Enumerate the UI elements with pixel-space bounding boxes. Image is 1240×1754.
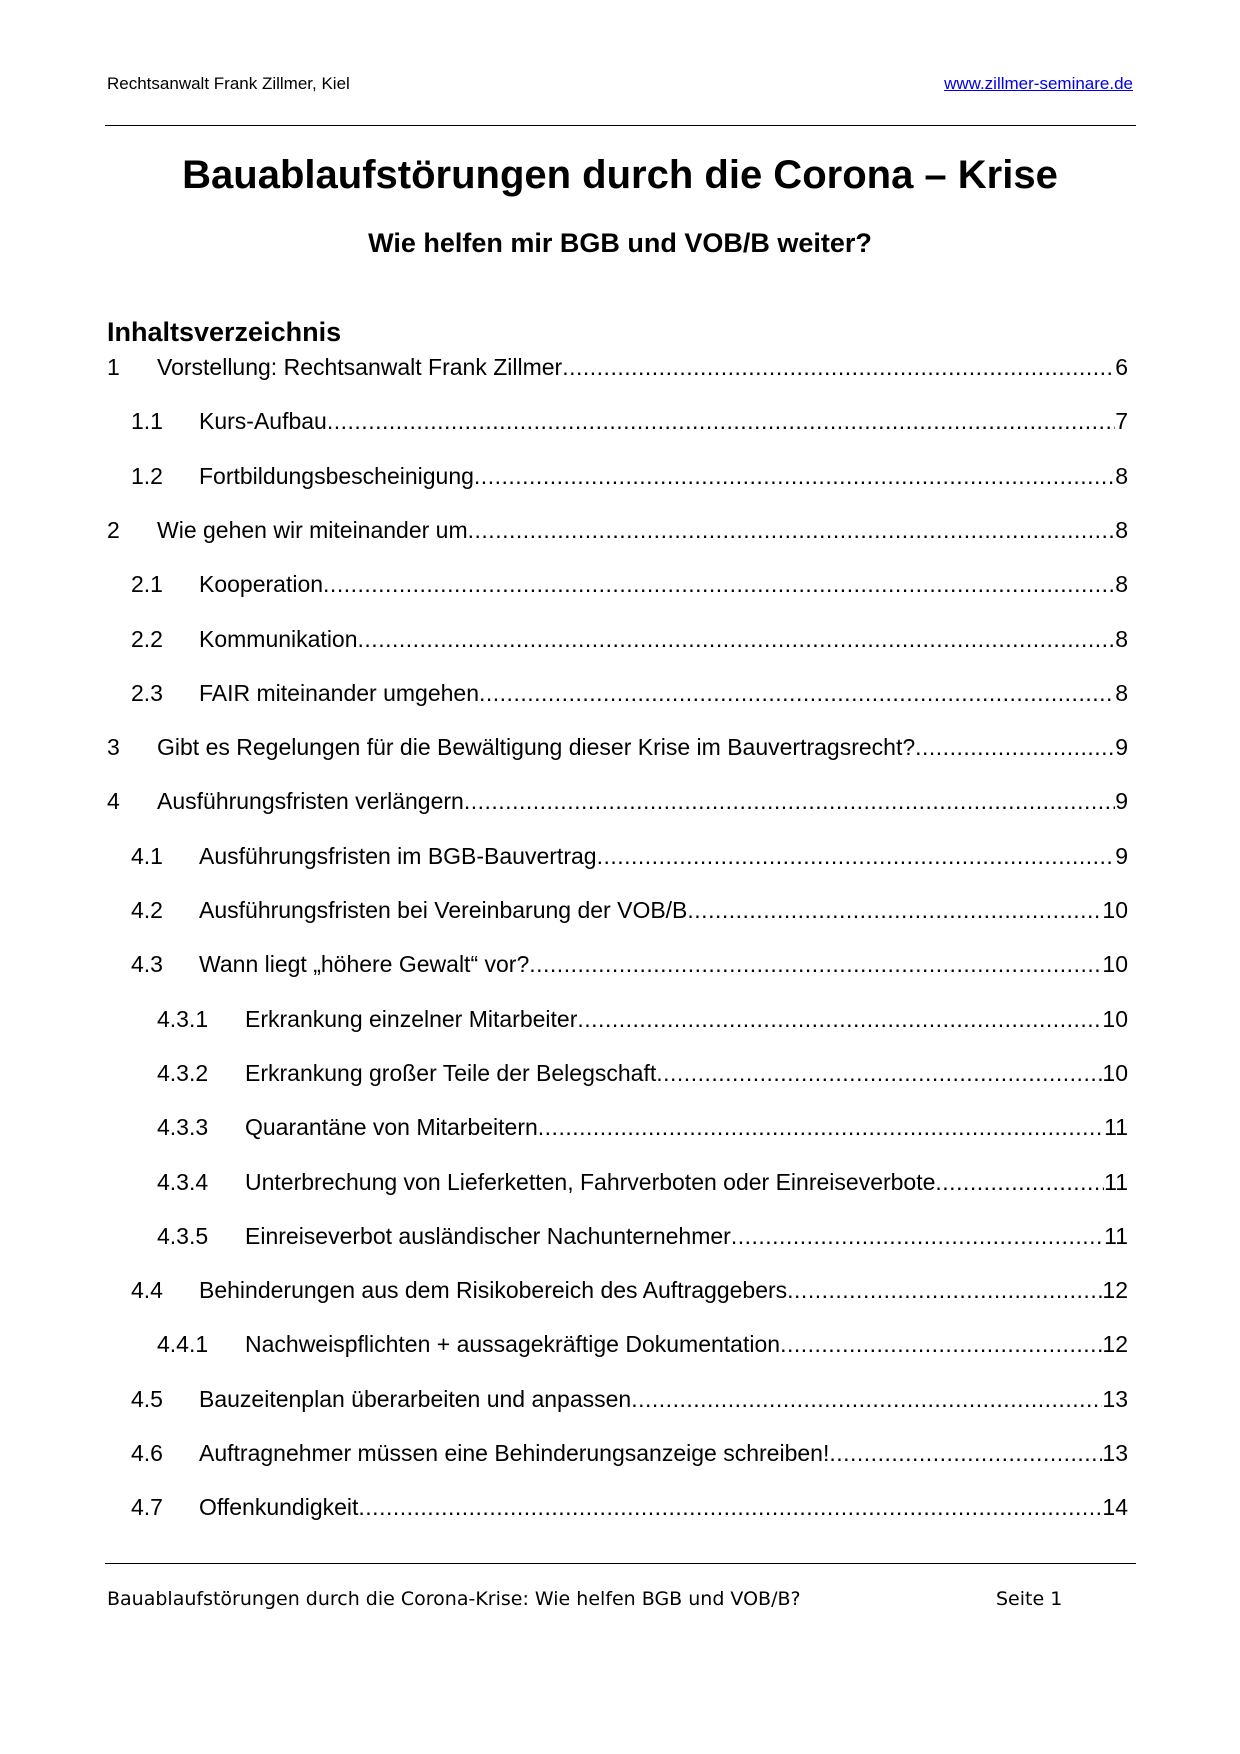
toc-entry-title: Offenkundigkeit xyxy=(199,1494,359,1521)
toc-dot-leader xyxy=(358,624,1116,654)
toc-entry-title: Wie gehen wir miteinander um xyxy=(157,516,468,543)
toc-entry-number: 4.3 xyxy=(131,951,163,978)
toc-entry[interactable] xyxy=(107,515,1128,545)
toc-entry-number: 4.3.3 xyxy=(157,1114,209,1141)
footer-divider xyxy=(105,1563,1136,1564)
toc-entry[interactable] xyxy=(131,406,1128,436)
toc-dot-leader xyxy=(780,1329,1102,1359)
toc-entry[interactable] xyxy=(157,1058,1128,1088)
toc-entry[interactable] xyxy=(131,949,1128,979)
toc-entry-number: 4.3.4 xyxy=(157,1168,209,1195)
toc-entry-page: 11 xyxy=(1104,1222,1128,1249)
toc-entry-page: 10 xyxy=(1102,897,1128,923)
toc-entry-number: 2.2 xyxy=(131,625,163,652)
toc-entry-title: Behinderungen aus dem Risikobereich des Auftraggebers xyxy=(199,1277,788,1304)
toc-dot-leader xyxy=(829,1438,1102,1468)
toc-entry-number: 1 xyxy=(107,354,120,380)
toc-entry-number: 2.3 xyxy=(131,679,163,706)
toc-entry-page: 9 xyxy=(1115,842,1128,869)
toc-entry-number: 4.3.2 xyxy=(157,1059,209,1086)
toc-entry[interactable] xyxy=(131,1384,1128,1414)
toc-dot-leader xyxy=(577,1004,1102,1034)
toc-entry[interactable] xyxy=(131,895,1128,925)
toc-entry[interactable] xyxy=(107,732,1128,762)
toc-entry-title: Quarantäne von Mitarbeitern xyxy=(245,1114,538,1141)
toc-entry-number: 4.6 xyxy=(131,1440,163,1466)
toc-dot-leader xyxy=(915,732,1115,762)
toc-entry-title: Unterbrechung von Lieferketten, Fahrverboten oder Einreiseverbote xyxy=(245,1168,936,1195)
toc-dot-leader xyxy=(529,949,1102,979)
toc-entry-title: Kurs-Aufbau xyxy=(199,408,327,435)
toc-dot-leader xyxy=(656,1058,1102,1088)
toc-entry-title: Ausführungsfristen bei Vereinbarung der VOB/B xyxy=(199,897,688,923)
toc-entry[interactable] xyxy=(131,461,1128,491)
toc-dot-leader xyxy=(468,515,1116,545)
toc-entry-page: 12 xyxy=(1102,1277,1128,1304)
toc-entry[interactable] xyxy=(107,352,1128,382)
toc-entry-title: Kommunikation xyxy=(199,625,358,652)
toc-dot-leader xyxy=(597,841,1116,871)
toc-entry-page: 14 xyxy=(1102,1494,1128,1521)
toc-entry-number: 1.2 xyxy=(131,462,163,489)
toc-entry[interactable] xyxy=(157,1004,1128,1034)
toc-entry[interactable] xyxy=(131,1492,1128,1522)
toc-entry[interactable] xyxy=(131,569,1128,599)
toc-entry-title: Ausführungsfristen verlängern xyxy=(157,788,464,815)
toc-entry-page: 8 xyxy=(1115,679,1128,706)
toc-entry[interactable] xyxy=(131,624,1128,654)
toc-entry[interactable] xyxy=(131,1275,1128,1305)
toc-dot-leader xyxy=(538,1112,1104,1142)
toc-entry-number: 4.5 xyxy=(131,1385,163,1412)
toc-entry-title: Ausführungsfristen im BGB-Bauvertrag xyxy=(199,842,597,869)
toc-entry-page: 10 xyxy=(1102,1005,1128,1032)
toc-entry-page: 12 xyxy=(1102,1331,1128,1358)
toc-entry-title: Vorstellung: Rechtsanwalt Frank Zillmer xyxy=(157,354,563,380)
toc-entry[interactable] xyxy=(131,678,1128,708)
header-divider xyxy=(105,125,1136,126)
toc-dot-leader xyxy=(323,569,1115,599)
toc-entry[interactable] xyxy=(131,841,1128,871)
toc-dot-leader xyxy=(464,786,1115,816)
toc-dot-leader xyxy=(787,1275,1102,1305)
toc-entry-number: 4 xyxy=(107,788,120,815)
toc-dot-leader xyxy=(327,406,1115,436)
footer-page-number: Seite 1 xyxy=(996,1588,1063,1610)
toc-entry-number: 2 xyxy=(107,516,120,543)
toc-entry-number: 4.3.1 xyxy=(157,1005,209,1032)
toc-dot-leader xyxy=(631,1384,1102,1414)
toc-entry-page: 13 xyxy=(1102,1385,1128,1412)
header-website-link[interactable]: www.zillmer-seminare.de xyxy=(944,74,1133,93)
toc-dot-leader xyxy=(935,1167,1104,1197)
toc-entry-title: Bauzeitenplan überarbeiten und anpassen xyxy=(199,1385,632,1412)
toc-entry[interactable] xyxy=(157,1329,1128,1359)
toc-entry-page: 11 xyxy=(1104,1114,1128,1141)
toc-entry-title: Kooperation xyxy=(199,571,324,598)
toc-entry-page: 13 xyxy=(1102,1440,1128,1466)
toc-entry-page: 7 xyxy=(1115,408,1128,435)
toc-entry-title: Fortbildungsbescheinigung xyxy=(199,462,474,489)
toc-entry-title: Gibt es Regelungen für die Bewältigung dieser Krise im Bauvertragsrecht? xyxy=(157,734,916,761)
toc-dot-leader xyxy=(474,461,1115,491)
toc-entry-number: 4.4 xyxy=(131,1277,163,1304)
toc-dot-leader xyxy=(479,678,1115,708)
toc-entry[interactable] xyxy=(157,1221,1128,1251)
toc-entry-title: Nachweispflichten + aussagekräftige Dokumentation xyxy=(245,1331,781,1358)
toc-entry[interactable] xyxy=(131,1438,1128,1468)
toc-entry-page: 9 xyxy=(1115,788,1128,815)
footer-title: Bauablaufstörungen durch die Corona-Krise: Wie helfen BGB und VOB/B? xyxy=(107,1588,801,1610)
toc-entry[interactable] xyxy=(157,1167,1128,1197)
toc-entry-title: Erkrankung großer Teile der Belegschaft xyxy=(245,1059,657,1086)
toc-entry-title: Einreiseverbot ausländischer Nachunternehmer xyxy=(245,1222,731,1249)
toc-entry-number: 4.2 xyxy=(131,897,163,923)
toc-entry-number: 4.1 xyxy=(131,842,163,869)
toc-entry-page: 9 xyxy=(1115,734,1128,761)
toc-dot-leader xyxy=(562,352,1115,382)
toc-entry-title: FAIR miteinander umgehen xyxy=(199,679,479,706)
toc-entry-page: 6 xyxy=(1115,354,1128,380)
toc-entry-number: 4.4.1 xyxy=(157,1331,209,1358)
toc-entry-page: 8 xyxy=(1115,571,1128,598)
toc-entry-number: 1.1 xyxy=(131,408,163,435)
toc-entry[interactable] xyxy=(107,786,1128,816)
toc-entry-title: Auftragnehmer müssen eine Behinderungsanzeige schreiben! xyxy=(199,1440,830,1466)
toc-dot-leader xyxy=(731,1221,1104,1251)
toc-entry-page: 8 xyxy=(1115,516,1128,543)
toc-entry-page: 11 xyxy=(1104,1168,1128,1195)
toc-entry-number: 3 xyxy=(107,734,120,761)
toc-entry-number: 4.3.5 xyxy=(157,1222,209,1249)
toc-entry-page: 10 xyxy=(1102,1059,1128,1086)
toc-entry-title: Wann liegt „höhere Gewalt“ vor? xyxy=(199,951,530,978)
toc-entry-page: 10 xyxy=(1102,951,1128,978)
document-title: Bauablaufstörungen durch die Corona – Krise xyxy=(182,153,1058,197)
toc-entry-page: 8 xyxy=(1115,462,1128,489)
toc-entry-number: 4.7 xyxy=(131,1494,163,1521)
toc-entry-number: 2.1 xyxy=(131,571,163,598)
toc-dot-leader xyxy=(358,1492,1102,1522)
toc-entry-page: 8 xyxy=(1115,625,1128,652)
toc-dot-leader xyxy=(687,895,1102,925)
toc-heading: Inhaltsverzeichnis xyxy=(107,317,342,347)
toc-entry-title: Erkrankung einzelner Mitarbeiter xyxy=(245,1005,578,1032)
document-subtitle: Wie helfen mir BGB und VOB/B weiter? xyxy=(368,228,872,258)
header-author: Rechtsanwalt Frank Zillmer, Kiel xyxy=(107,74,350,93)
toc-entry[interactable] xyxy=(157,1112,1128,1142)
